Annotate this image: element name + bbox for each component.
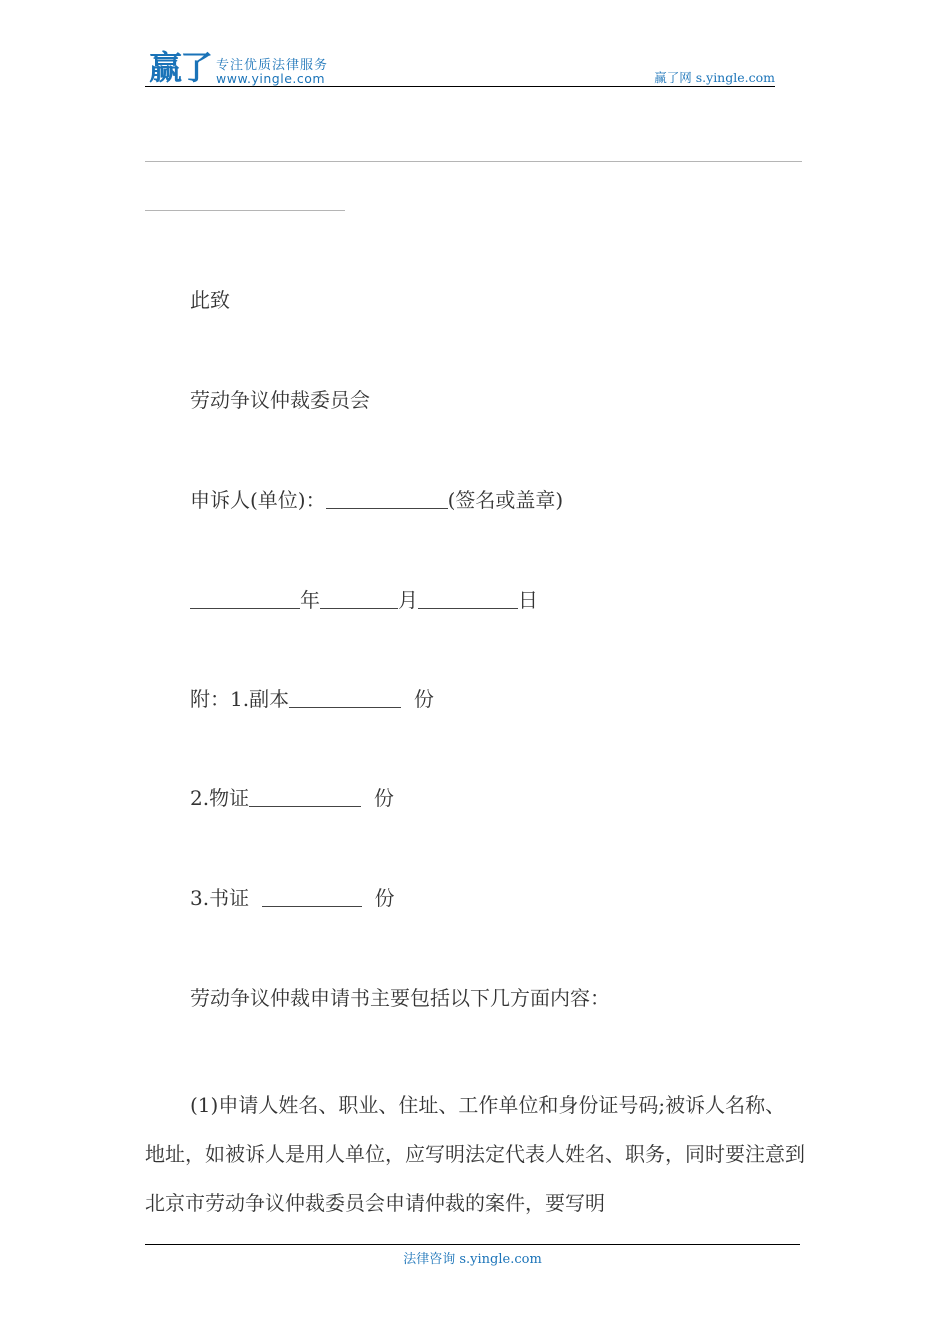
signature-blank [326, 488, 448, 509]
signer-line [190, 487, 563, 513]
attachment-1-line [190, 686, 434, 712]
attachment-2-blank [249, 786, 361, 807]
page-header [145, 50, 775, 88]
copies-unit: 份 [413, 687, 434, 711]
attachment-2-line [190, 785, 394, 811]
blank-fill-line-short [145, 210, 345, 211]
recipient-text: 劳动争议仲裁委员会 [190, 388, 370, 412]
year-label: 年 [300, 588, 320, 612]
logo-url[interactable]: www.yingle.com [216, 71, 326, 86]
site-link[interactable]: 赢了网 s.yingle.com [654, 70, 775, 85]
logo[interactable]: 赢了 [149, 48, 211, 87]
attachment-3-label: 3.书证 [190, 886, 250, 910]
footer-link[interactable]: 法律咨询 s.yingle.com [403, 1252, 542, 1267]
day-blank [418, 588, 518, 609]
month-blank [320, 588, 398, 609]
attachment-2-label: 2.物证 [190, 786, 250, 810]
section-intro: 劳动争议仲裁申请书主要包括以下几方面内容： [190, 986, 610, 1010]
closing-text: 此致 [190, 288, 230, 312]
blank-fill-line [145, 161, 802, 162]
copies-unit: 份 [374, 886, 395, 910]
attachment-3-blank [262, 886, 362, 907]
copies-unit: 份 [373, 786, 394, 810]
attachment-1-label: 附：1.副本 [190, 687, 290, 711]
signer-label: 申诉人(单位)： [190, 488, 326, 512]
content-item-1: (1)申请人姓名、职业、住址、工作单位和身份证号码;被诉人名称、地址，如被诉人是用人单位，应写明法定代表人姓名、职务，同时要注意到北京市劳动争议仲裁委员会申请仲裁的案件，要写明 [145, 1093, 805, 1215]
month-label: 月 [398, 588, 418, 612]
header-divider [145, 86, 775, 87]
year-blank [190, 588, 300, 609]
logo-slogan: 专注优质法律服务 [216, 58, 329, 73]
date-line [190, 587, 538, 613]
attachment-1-blank [289, 687, 401, 708]
signer-suffix: (签名或盖章) [447, 488, 564, 512]
day-label: 日 [518, 588, 538, 612]
attachment-3-line [190, 885, 395, 911]
footer-divider [145, 1244, 800, 1245]
